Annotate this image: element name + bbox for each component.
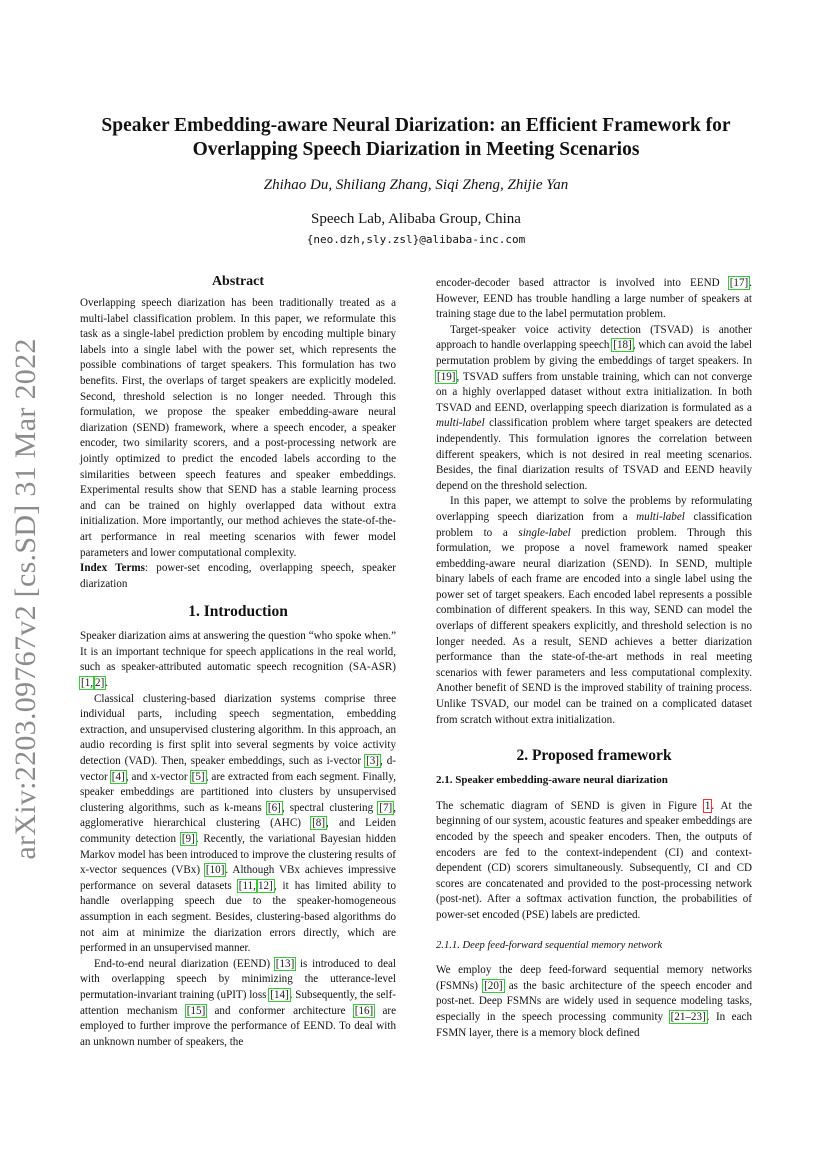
citation-link[interactable]: [6] <box>267 801 281 814</box>
text-run: , and Leiden community detection <box>80 817 396 845</box>
text-run: , and x-vector <box>125 770 191 783</box>
intro-paragraph-2 <box>80 692 396 957</box>
intro-paragraph-6 <box>436 494 752 728</box>
citation-link[interactable]: [20] <box>484 979 503 992</box>
citation-link[interactable]: [8] <box>312 817 326 830</box>
paper-title: Speaker Embedding-aware Neural Diarization: an Efficient Framework for Overlapping Speech Diarization in Meeting Scenarios <box>101 115 731 160</box>
citation-link[interactable]: [16] <box>354 1004 374 1017</box>
citation-link[interactable]: [3] <box>366 755 379 768</box>
text-run: are employed to further improve the performance of EEND. To deal with an unknown number of speakers, the <box>80 1004 396 1048</box>
citation-link[interactable]: [13] <box>275 957 295 970</box>
citation-link[interactable]: [14] <box>270 988 289 1001</box>
text-run: , d-vector <box>80 755 397 783</box>
citation-link[interactable]: [7] <box>379 801 393 814</box>
index-terms <box>80 561 396 592</box>
text-run: , agglomerative hierarchical clustering (AHC) <box>80 801 396 830</box>
index-terms-text: : power-set encoding, overlapping speech, speaker diarization <box>80 562 396 590</box>
citation-link[interactable]: [17] <box>729 277 749 289</box>
framework-heading: 2. Proposed framework <box>516 747 672 765</box>
text-run: prediction problem. Through this formulation, we propose a novel framework named speaker embedding-aware neural diarization (SEND). In SEND, multiple binary labels of each frame are encoded into a single label using the power set of target speakers. Each encoded label represents a possible combination of different speakers. In this way, SEND can model the overlaps of different speakers explicitly, and threshold selection is no longer needed. As a result, SEND achieves a better diarization performance than the state-of-the-art methods in real meeting scenarios with fewer parameters and less computational complexity. Another benefit of SEND is the improved stability of training process. Unlike TSVAD, our model can be trained on a complicated dataset from scratch without extra initialization. <box>436 526 752 726</box>
intro-paragraph-3 <box>80 957 396 1051</box>
text-run: Target-speaker voice activity detection (TSVAD) is another approach to handle overlapping speech <box>436 323 752 352</box>
text-run: is introduced to deal with overlapping speech by minimizing the utterance-level permutation-invariant training (uPIT) loss <box>80 957 396 1001</box>
citation-link[interactable]: [18] <box>613 339 632 352</box>
citation-link[interactable]: [10] <box>205 864 225 877</box>
arxiv-stamp: arXiv:2203.09767v2 [cs.SD] 31 Mar 2022 <box>9 338 42 860</box>
text-run: classification problem where target speakers are detected independently. This formulation ignores the correlation between different speakers, which is not desired in real meeting scenarios. Besides, the final diarization results of TSVAD and EEND heavily depend on the threshold selection. <box>436 417 752 492</box>
text-run: as the basic architecture of the speech encoder and post-net. Deep FSMNs are widely used in sequence modeling tasks, especially in the speech processing community <box>436 979 752 1023</box>
citation-link[interactable]: [21–23] <box>670 1010 706 1023</box>
text-run: We employ the deep feed-forward sequential memory networks (FSMNs) <box>436 964 752 992</box>
text-run: . Subsequently, the self-attention mechanism <box>80 988 396 1017</box>
citation-link[interactable]: [1, <box>81 677 94 690</box>
citation-link[interactable]: 12] <box>257 879 273 892</box>
text-run: , which can avoid the label permutation problem by giving the embeddings of target speakers. In <box>436 339 752 367</box>
citation-link[interactable]: [19] <box>437 370 456 383</box>
text-run: Classical clustering-based diarization systems comprise three individual parts, including speech segmentation, embedding extraction, and unsupervised clustering algorithm. In this approach, an audio recording is first split into several segments by voice activity detection (VAD). Then, speaker embeddings, such as i-vector <box>80 692 396 768</box>
text-run: classification problem to a <box>436 510 752 539</box>
email: {neo.dzh,sly.zsl}@alibaba-inc.com <box>306 233 526 246</box>
intro-heading: 1. Introduction <box>188 603 288 621</box>
text-run: . <box>105 677 109 690</box>
text-run: Speaker diarization aims at answering the question “who spoke when.” It is an important technique for speech applications in the real world, such as speaker-attributed automatic speech recognition (SA-ASR) <box>80 630 396 674</box>
text-run: . However, EEND has trouble handling a large number of speakers at training stage due to the label permutation problem. <box>436 277 752 321</box>
text-run: and conformer architecture <box>206 1004 354 1017</box>
abstract-text: Overlapping speech diarization has been traditionally treated as a multi-label classification problem. In this paper, we reformulate this task as a single-label prediction problem by encoding multiple binary labels into a single label with the power set, which represents the possible combinations of target speakers. This formulation has two benefits. First, the overlaps of target speakers are explicitly modeled. Second, threshold selection is no longer needed. Through this formulation, we propose the speaker embedding-aware neural diarization (SEND) framework, where a speech encoder, a speaker encoder, two similarity scorers, and a post-processing network are jointly optimized to predict the encoded labels according to the similarities between speech features and speaker embeddings. Experimental results show that SEND has a stable learning process and can be trained on highly overlapped data without extra initialization. More importantly, our method achieves the state-of-the-art performance in real meeting scenarios with fewer model parameters and lower computational complexity. <box>80 297 396 559</box>
text-run: . In each FSMN layer, there is a memory block defined <box>436 1010 752 1039</box>
citation-link[interactable]: [5] <box>191 770 205 783</box>
text-run: In this paper, we attempt to solve the problems by reformulating overlapping speech diarization from a <box>436 495 752 523</box>
citation-link[interactable]: [4] <box>111 770 125 783</box>
index-terms-label: Index Terms <box>80 562 145 575</box>
text-run: , spectral clustering <box>281 801 379 814</box>
authors: Zhihao Du, Shiliang Zhang, Siqi Zheng, Zhijie Yan <box>263 177 569 193</box>
citation-link[interactable]: [15] <box>186 1004 206 1017</box>
text-run: . At the beginning of our system, acoustic features and speaker embeddings are encoded by the speech and speaker encoders. Then, the outputs of encoders are fed to the context-independent (CI) and context-dependent (CD) scorers simultaneously. Subsequently, CI and CD scores are concatenated and provided to the post-processing network (post-net). After a softmax activation function, the probabilities of power-set encoded (PSE) labels are predicted. <box>436 799 753 921</box>
intro-paragraph-5 <box>436 323 752 495</box>
intro-paragraph-4 <box>436 276 752 323</box>
abstract-heading: Abstract <box>211 274 265 289</box>
emphasis: single-label <box>518 526 571 539</box>
text-run: , are extracted from each segment. Finally, speaker embeddings are partitioned into clusters by unsupervised clustering algorithms, such as k-means <box>80 770 396 814</box>
emphasis: multi-label <box>636 510 685 523</box>
text-run: , TSVAD suffers from unstable training, which can not converge on a highly overlapped dataset without extra initialization. In both TSVAD and EEND, overlapping speech diarization is formulated as a <box>436 370 752 414</box>
emphasis: multi-label <box>436 417 485 430</box>
text-run: . Although VBx achieves impressive performance on several datasets <box>80 864 396 892</box>
right-column <box>436 276 752 1041</box>
text-run: End-to-end neural diarization (EEND) <box>94 957 275 970</box>
citation-link[interactable]: 2] <box>95 677 105 690</box>
subsubsection-heading: 2.1.1. Deep feed-forward sequential memory network <box>436 939 663 951</box>
text-run: , it has limited ability to handle overlapping speech due to the speaker-homogeneous assumption in each segment. Besides, clustering-based algorithms do not aim at minimize the diarization errors directly, which are performed in an unsupervised manner. <box>80 879 396 955</box>
citation-link[interactable]: [9] <box>181 833 195 845</box>
text-run: . Recently, the variational Bayesian hidden Markov model has been introduced to improve the clustering results of x-vector sequences (VBx) <box>80 833 396 877</box>
text-run: encoder-decoder based attractor is involved into EEND <box>436 277 729 289</box>
left-column <box>80 273 396 1050</box>
framework-paragraph-1 <box>436 799 752 924</box>
text-run: The schematic diagram of SEND is given in Figure <box>436 799 704 812</box>
framework-paragraph-2 <box>436 963 752 1041</box>
figure-link[interactable]: 1 <box>704 799 711 812</box>
subsection-heading: 2.1. Speaker embedding-aware neural diarization <box>436 774 668 787</box>
intro-paragraph-1 <box>80 629 396 691</box>
citation-link[interactable]: [11, <box>238 879 256 892</box>
affiliation: Speech Lab, Alibaba Group, China <box>311 211 521 227</box>
